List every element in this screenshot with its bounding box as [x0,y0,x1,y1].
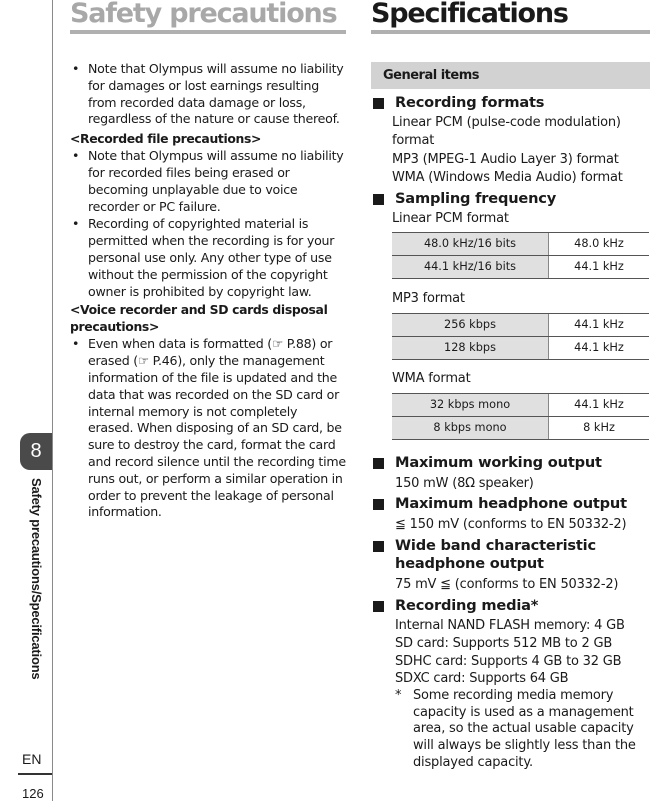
language-divider [18,773,52,775]
safety-column [70,0,346,521]
square-bullet-icon [373,194,384,205]
table-cell: 44.1 kHz [549,313,650,336]
max-working-output-value: 150 mW (8Ω speaker) [395,475,534,491]
table-row [392,336,649,359]
recording-media-list [371,617,650,771]
specifications-title: Specifications [371,0,568,29]
max-headphone-output-heading: Maximum headphone output [371,495,650,513]
bullet-item: • Even when data is formatted (☞ P.88) or erased (☞ P.46), only the management information of the file is updated and the data that was recorded on the SD card or internal memory is not completely erased. When disposing of an SD card, be sure to destroy the card, format the card and record silence until the recording time runs out, or perform a similar operation in order to prevent the leakage of personal information. [72,336,346,520]
format-line: MP3 (MPEG-1 Audio Layer 3) format [392,151,619,167]
table-cell: 48.0 kHz [549,232,650,255]
specifications-title-rule [371,30,650,34]
table-cell: 48.0 kHz/16 bits [392,232,549,255]
format-line: WMA (Windows Media Audio) format [392,170,623,186]
mp3-label: MP3 format [392,290,465,306]
bullet-item: • Note that Olympus will assume no liability for damages or lost earnings resulting from recorded data damage or loss, regardless of the nature or cause thereof. [72,61,344,127]
media-line: Internal NAND FLASH memory: 4 GB [395,617,625,633]
table-cell: 8 kbps mono [392,416,549,439]
wma-table [392,393,649,440]
table-cell: 44.1 kHz [549,255,650,278]
disposal-heading: <Voice recorder and SD cards disposal precautions> [70,302,328,335]
language-label: EN [22,751,42,767]
table-row [392,416,649,439]
format-line: Linear PCM (pulse-code modulation) format [392,115,621,148]
general-items-band: General items [371,62,650,89]
media-line: SDHC card: Supports 4 GB to 32 GB [395,653,622,669]
specifications-column [371,0,650,771]
max-working-output-heading: Maximum working output [371,454,650,472]
square-bullet-icon [373,601,384,612]
square-bullet-icon [373,541,384,552]
linear-pcm-label: Linear PCM format [392,211,509,227]
safety-title: Safety precautions [70,0,337,29]
max-headphone-output-value: ≦ 150 mV (conforms to EN 50332-2) [395,517,627,533]
bullet-icon: • [72,61,80,76]
sidebar-divider [52,0,53,801]
media-line: SD card: Supports 512 MB to 2 GB [395,635,613,651]
table-cell: 44.1 kHz [549,393,650,416]
wma-label: WMA format [392,370,471,386]
table-cell: 256 kbps [392,313,549,336]
chapter-tab: 8 [20,433,52,470]
bullet-icon: • [72,336,80,352]
recording-formats-heading: Recording formats [371,94,650,112]
table-cell: 32 kbps mono [392,393,549,416]
wide-band-output-heading: Wide band characteristic headphone output [371,537,650,573]
bullet-item: • Recording of copyrighted material is permitted when the recording is for your personal use only. Any other type of use without the permission of the copyright owner is prohibited by copyright law. [72,216,335,299]
sampling-frequency-heading: Sampling frequency [371,190,650,208]
media-line: SDXC card: Supports 64 GB [395,671,569,687]
bullet-icon: • [72,148,80,164]
square-bullet-icon [373,499,384,510]
table-row [392,313,649,336]
recording-media-note: * Some recording media memory capacity is used as a management area, so the actual usable capacity will always be slightly less than the displayed capacity. [395,688,636,770]
table-cell: 128 kbps [392,336,549,359]
side-chapter-title: Safety precautions/Specifications [29,478,44,680]
table-row [392,393,649,416]
square-bullet-icon [373,458,384,469]
wide-band-output-value: 75 mV ≦ (conforms to EN 50332-2) [395,577,619,593]
table-cell: 44.1 kHz/16 bits [392,255,549,278]
mp3-table [392,313,649,360]
linear-pcm-table [392,232,649,279]
bullet-icon: • [72,216,80,232]
recording-media-heading: Recording media* [371,597,650,615]
footnote-marker: * [395,688,402,704]
bullet-item: • Note that Olympus will assume no liability for recorded files being erased or becoming unplayable due to voice recorder or PC failure. [72,148,344,214]
table-row [392,232,649,255]
page-number: 126 [22,786,44,801]
square-bullet-icon [373,98,384,109]
recording-formats-list [371,114,650,187]
table-cell: 44.1 kHz [549,336,650,359]
table-row [392,255,649,278]
safety-title-rule [70,30,346,34]
recorded-file-heading: <Recorded file precautions> [70,131,262,147]
table-cell: 8 kHz [549,416,650,439]
